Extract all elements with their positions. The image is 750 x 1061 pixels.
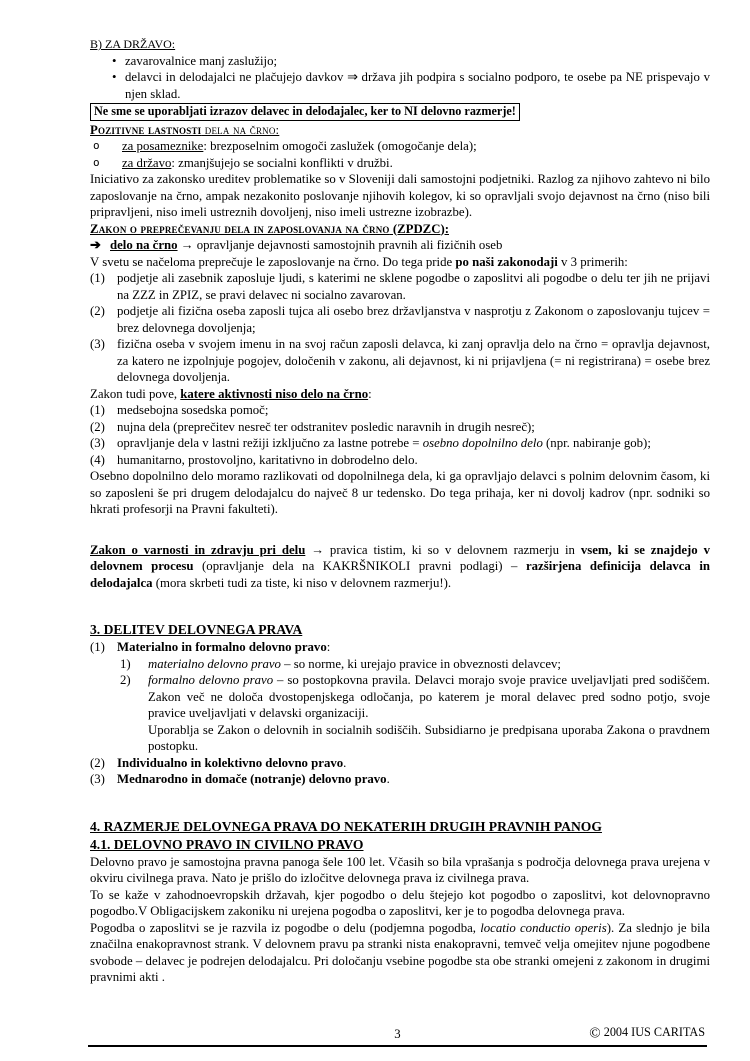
paragraph-razmerje-3 <box>90 920 710 986</box>
page-footer <box>88 1026 707 1047</box>
item-pre: nujna dela (preprečitev nesreč ter odstranitev posledic naravnih in drugih nesreč); <box>117 419 535 434</box>
bold-arrow-icon: ➔ <box>90 238 101 252</box>
item-bold: Mednarodno in domače (notranje) delovno pravo <box>117 772 387 786</box>
vertical-gap <box>90 518 710 542</box>
paragraph-razmerje-2: To se kaže v zahodnoevropskih državah, kjer pogodbo o delu štejejo kot pogodbo o zaposlitvi, kot delovnopravno pogodbo.V Obligacijskem zakoniku ni urejena pogodba o zaposlitvi, ker je to pogodba delovnega prava. <box>90 887 710 918</box>
paragraph-v-svetu <box>90 254 710 271</box>
bullet-item <box>90 69 710 102</box>
bullet-item <box>90 53 710 70</box>
varnost-seg1: → pravica tistim, ki so v delovnem razmerju in <box>305 542 581 557</box>
paragraph-varnost <box>90 542 710 592</box>
copyright-symbol: © <box>589 1025 601 1042</box>
numbered-item <box>90 270 710 303</box>
definition-line <box>90 237 710 254</box>
sub-item-italic: materialno delovno pravo <box>148 656 281 671</box>
numbered-item <box>90 452 710 469</box>
item-number: (2) <box>90 419 105 434</box>
varnost-seg2: (opravljanje dela na KAKRŠNIKOLI pravni podlagi) – <box>193 559 526 573</box>
varnost-seg3: (mora skrbeti tudi za tiste, ki niso v delovnem razmerju!). <box>152 575 452 590</box>
sub-item <box>117 672 710 722</box>
item-number: (3) <box>90 337 105 351</box>
v-svetu-bold: po naši zakonodaji <box>455 254 558 269</box>
numbered-item <box>90 639 710 755</box>
sub-item-rest: – so norme, ki urejajo pravice in obveznosti delavcev; <box>280 656 561 671</box>
item-text: podjetje ali zasebnik zaposluje ljudi, s katerimi ne sklene pogodbe o zaposlitvi ali pogodbe o delu ter jih ne prijavi na ZZZ in ZPIZ, se pravi delavec ni socialno zavarovan. <box>117 271 710 302</box>
sub-item <box>117 656 710 673</box>
heading-razmerje-sub: 4.1. DELOVNO PRAVO IN CIVILNO PRAVO <box>90 836 364 852</box>
heading-zpdzc <box>90 221 710 238</box>
sub-item-number: 1) <box>120 656 131 671</box>
paragraph-osebno-delo: Osebno dopolnilno delo moramo razlikovati od dopolnilnega dela, ki ga opravljajo delavci s polnim delovnim časom, ki so zaposleni še pri drugem delodajalcu do največ 8 ur tedensko. Do tega prihaja, ker ni dovolj kadrov (npr. sodniki so hkrati profesorji na Pravni fakulteti). <box>90 469 710 516</box>
heading-delitev: 3. DELITEV DELOVNEGA PRAVA <box>90 622 303 637</box>
bullet-icon: • <box>112 70 117 84</box>
paragraph-razmerje-1: Delovno pravo je samostojna pravna panoga šele 100 let. Včasih so bila vprašanja s področja delovnega prava urejena v okviru civilnega prava. Nato je prišlo do izločitve delovnega prava iz civilnega prava. <box>90 854 710 885</box>
item-pre: opravljanje dela v lastni režiji izključno za lastne potrebe = <box>117 436 423 450</box>
item-post: (npr. nabiranje gob); <box>542 436 651 450</box>
numbered-item <box>90 771 710 788</box>
sub-item-italic: formalno delovno pravo <box>148 673 274 687</box>
copyright <box>589 1024 705 1042</box>
pozitivne-item-text <box>122 155 710 172</box>
varnost-bold2: razširjena definicija delavca in delodajalca <box>90 559 710 590</box>
item-text <box>117 435 710 452</box>
heading-pozitivne-lastnosti <box>90 122 710 139</box>
item-title-bold: Materialno in formalno delovno pravo <box>117 640 327 654</box>
item-number: (2) <box>90 755 105 770</box>
definition-term: delo na črno <box>110 238 178 252</box>
item-number: (1) <box>90 271 105 285</box>
item-number: (1) <box>90 640 105 654</box>
pozitivne-rest: : brezposelnim omogoči zaslužek (omogočanje dela); <box>203 139 477 153</box>
item-post: . <box>343 755 347 770</box>
notice-box-row <box>90 102 710 122</box>
item-post: . <box>386 772 390 786</box>
numbered-item <box>90 402 710 419</box>
item-text <box>117 402 710 419</box>
item-italic: osebno dopolnilno delo <box>422 436 543 450</box>
item-text: fizična oseba v svojem imenu in na svoj račun zaposli delavca, ki zanj opravlja delo na črno = opravlja dejavnost, za katero ne izpolnjuje pogojev, določenih v zakonu, ali dejavnost, ki ni prijavljena (= ni registrirana) = osebe brez delovnega dovoljenja. <box>117 337 710 384</box>
heading-pozitivne-bold: Pozitivne lastnosti <box>90 122 202 137</box>
v-svetu-post: v 3 primerih: <box>557 254 628 269</box>
pozitivne-term: za državo <box>122 155 172 170</box>
item-pre: humanitarno, prostovoljno, karitativno in dobrodelno delo. <box>117 452 418 467</box>
copyright-text: 2004 IUS CARITAS <box>600 1025 705 1039</box>
definition-text <box>110 237 710 254</box>
sub-item-continuation: Uporablja se Zakon o delovnih in socialnih sodiščih. Subsidiarno je predpisana uporaba Zakona o pravdnem postopku. <box>148 722 710 753</box>
numbered-item <box>90 435 710 452</box>
heading-zpdzc-main: Zakon o preprečevanju dela in zaposlovanja na črno <box>90 221 390 236</box>
item-text <box>117 452 710 469</box>
bullet-text: delavci in delodajalci ne plačujejo davkov ⇒ država jih podpira s socialno podporo, te osebe pa NE prispevajo v njen sklad. <box>125 70 710 101</box>
numbered-item <box>90 419 710 436</box>
item-pre: medsebojna sosedska pomoč; <box>117 403 269 417</box>
item-number: (2) <box>90 304 105 318</box>
numbered-item <box>90 336 710 386</box>
item-body <box>117 639 710 755</box>
pozitivne-item <box>90 155 710 172</box>
numbered-item <box>90 755 710 772</box>
pozitivne-term: za posameznike <box>122 139 204 153</box>
paragraph-zakon-pove <box>90 386 710 403</box>
zakon-pove-post: : <box>368 386 372 401</box>
razmerje-3-italic: locatio conductio operis <box>480 920 607 935</box>
vertical-gap <box>90 591 710 621</box>
item-number: (3) <box>90 772 105 786</box>
thin-arrow-icon: → <box>177 238 197 252</box>
v-svetu-pre: V svetu se načeloma preprečuje le zaposlovanje na črno. Do tega pride <box>90 254 456 269</box>
definition-rest: opravljanje dejavnosti samostojnih pravnih ali fizičnih oseb <box>196 238 503 252</box>
razmerje-3-pre: Pogodba o zaposlitvi se je razvila iz pogodbe o delu (podjemna pogodba, <box>90 920 481 935</box>
circle-bullet-icon: o <box>93 155 100 169</box>
razmerje-3-post: ). Za slednjo je bila značilna enakopravnost strank. V delovnem pravu pa stranki nista enakopravni, temveč velja omejitev njune pogodbene svobode – delavec je podrejen delodajalcu. Pri določanju vsebine pogodbe sta obe stranki omejeni z zakonom in drugimi pravnimi akti . <box>90 920 710 984</box>
heading-zpdzc-abbr: (ZPDZC): <box>389 221 449 236</box>
item-title <box>117 639 710 656</box>
notice-box: Ne sme se uporabljati izrazov delavec in delodajalec, ker to NI delovno razmerje! <box>90 103 520 121</box>
bullet-text: zavarovalnice manj zaslužijo; <box>125 53 278 68</box>
sub-item-text <box>148 656 710 673</box>
varnost-bold1: vsem, ki se znajdejo v delovnem procesu <box>90 542 710 573</box>
item-text <box>117 771 710 788</box>
circle-bullet-icon: o <box>93 139 100 152</box>
item-text <box>117 755 710 772</box>
numbered-item <box>90 303 710 336</box>
zakon-pove-bold: katere aktivnosti niso delo na črno <box>180 386 369 401</box>
item-number: (1) <box>90 403 105 417</box>
sub-item-rest: – so postopkovna pravila. Delavci morajo svoje pravice uveljavljati pred sodiščem. Zakon več ne določa dvostopenjskega odločanja, po katerem je moral delavec pred sodno potjo, svoje pravice uveljavljati v delavski organizaciji. <box>148 673 710 720</box>
item-bold: Individualno in kolektivno delovno pravo <box>117 755 344 770</box>
pozitivne-rest: : zmanjšujejo se socialni konflikti v družbi. <box>171 155 393 170</box>
item-text <box>117 419 710 436</box>
zakon-pove-pre: Zakon tudi pove, <box>90 386 181 401</box>
item-number: (3) <box>90 436 105 450</box>
pozitivne-item-text <box>122 138 710 155</box>
vertical-gap <box>90 788 710 818</box>
item-text: podjetje ali fizična oseba zaposli tujca ali osebo brez državljanstva v nasprotju z Zakonom o zaposlovanju tujcev = brez delovnega dovoljenja; <box>117 304 710 335</box>
document-content <box>90 36 710 986</box>
paragraph-iniciativo: Iniciativo za zakonsko ureditev problematike so v Sloveniji dali samostojni podjetniki. Razlog za njihovo zahtevo ni bilo zaposlovanje na črno, ampak nezakonito poslovanje njihovih kolegov, ki so opravljali svojo dejavnost na črno (niso bili pripravljeni, niso imeli ustreznih dovoljenj, niso imeli ustrezne izobrazbe). <box>90 172 710 219</box>
sub-item-text <box>148 672 710 722</box>
item-title-post: : <box>326 640 331 654</box>
pozitivne-item <box>90 138 710 155</box>
heading-razmerje: 4. RAZMERJE DELOVNEGA PRAVA DO NEKATERIH DRUGIH PRAVNIH PANOG <box>90 818 602 834</box>
item-number: (4) <box>90 452 105 467</box>
bullet-icon: • <box>112 53 117 68</box>
heading-za-drzavo: B) ZA DRŽAVO: <box>90 37 176 51</box>
page-number: 3 <box>394 1026 401 1041</box>
heading-pozitivne-rest: dela na črno: <box>201 122 280 137</box>
varnost-lead: Zakon o varnosti in zdravju pri delu <box>90 542 306 557</box>
sub-item-number: 2) <box>120 673 131 687</box>
